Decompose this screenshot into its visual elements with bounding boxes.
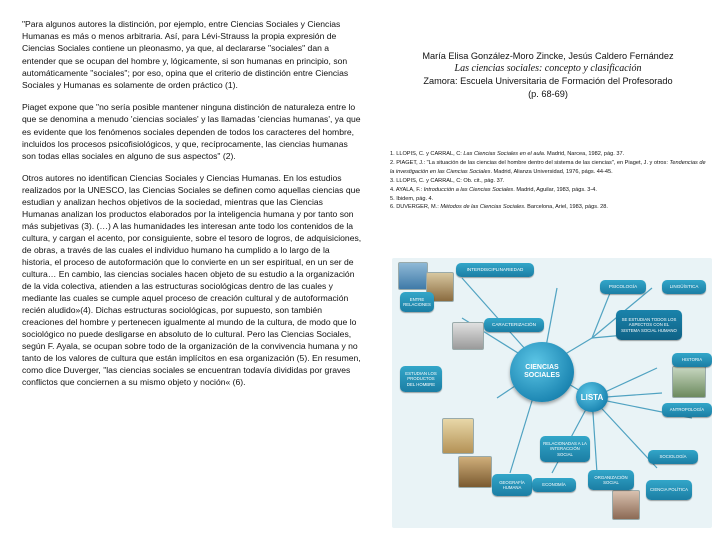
reference-item: 5. Ibidem, pág. 4. bbox=[390, 195, 434, 202]
node-ciencia-politica: CIENCIA POLÍTICA bbox=[646, 480, 692, 500]
node-historia: HISTORIA bbox=[672, 353, 712, 367]
reference-item: 1. LLOPIS, C. y CARRAL, C: Las Ciencias Sociales en el aula. Madrid, Narcea, 1982, pág. 37. bbox=[390, 151, 625, 157]
figure-image bbox=[398, 262, 428, 290]
node-organizacion: ORGANIZACIÓN SOCIAL bbox=[588, 470, 634, 490]
node-relacionadas: RELACIONADAS A LA INTERACCIÓN SOCIAL bbox=[540, 436, 590, 462]
node-se-estudian: SE ESTUDIAN TODOS LOS ASPECTOS CON EL SISTEMA SOCIAL HUMANO bbox=[616, 310, 682, 340]
reference-item: 4. AYALA, F.: Introducción a las Ciencias Sociales. Madrid, Aguilar, 1983, págs. 3-4. bbox=[390, 186, 597, 193]
reference-item: 3. LLOPIS, C. y CARRAL, C: Ob. cit., pág. 37. bbox=[390, 177, 505, 184]
figure-image bbox=[458, 456, 492, 488]
source-header bbox=[388, 50, 708, 100]
page-range: (p. 68-69) bbox=[528, 88, 568, 99]
references-list bbox=[390, 150, 710, 212]
main-text-column bbox=[22, 18, 362, 398]
node-antropologia: ANTROPOLOGÍA bbox=[662, 403, 712, 417]
reference-item: 6. DUVERGER, M.: Métodos de las Ciencias Sociales. Barcelona, Ariel, 1983, págs. 28. bbox=[390, 204, 608, 211]
concept-map bbox=[392, 258, 712, 528]
node-caracterizacion: CARACTERIZACIÓN bbox=[484, 318, 544, 332]
paragraph-3: Otros autores no identifican Ciencias Sociales y Ciencias Humanas. En los estudios realizados por la UNESCO, las Ciencias Sociales se definen como aquellas ciencias que estudian y analizan hechos objetivos de la sociedad, mientras que las Ciencias Humanas analizan los productos elaborados por la inteligencia humana y por tanto son más subjetivas (3). (…) A las humanidades les interesan ante todo los contenidos de la cultura, y cargan el acento, por consiguiente, sobre el tesoro de logros, de adquisiciones, de obras, a través de las cuales el individuo humano ha cumplido a lo largo de la historia, el proceso de autoformación que lo convierte en un ser espiritual, en un ser de cultura… En cambio, las ciencias sociales hacen objeto de su estudio a la organización de la vida colectiva, atienden a las estructuras sociológicas dentro de las cuales y mediante las cuales se cumple aquel proceso de creación cultural y de autoformación recién aludido»(4). Dichas estructuras sociológicas, por supuesto, son también creaciones del hombre y pertenecen igualmente al mundo de la cultura, de modo que lo sociológico no puede desligarse en absoluto de lo cultural. Pero las Ciencias Sociales, según F. Ayala, se ocupan sobre todo de la organización de la convivencia humana y no tanto de los valores de cultura que están implícitos en esa organización (5). En resumen, como dice Duverger, "las ciencias sociales se encuentran todavía divididas por graves conflictos que conciernen a su mismo objeto y noción« (6). bbox=[22, 173, 362, 388]
reference-item: 2. PIAGET, J.: "La situación de las ciencias del hombre dentro del sistema de las ciencias", en Piaget, J. y otros: Tendencias de la investigación en las Ciencias Sociales. Madrid, Alianza Universidad, 1976, págs. 44-45. bbox=[390, 159, 706, 175]
figure-image bbox=[672, 366, 706, 398]
node-entre-relaciones: ENTRE RELACIONES bbox=[400, 292, 434, 312]
node-linguistica: LINGÜÍSTICA bbox=[662, 280, 706, 294]
authors: María Elisa González-Moro Zincke, Jesús Caldero Fernández bbox=[422, 51, 674, 61]
node-lista: LISTA bbox=[576, 382, 608, 412]
node-economia: ECONOMÍA bbox=[532, 478, 576, 492]
node-sociologia: SOCIOLOGÍA bbox=[648, 450, 698, 464]
node-psicologia: PSICOLOGÍA bbox=[600, 280, 646, 294]
paragraph-1: "Para algunos autores la distinción, por ejemplo, entre Ciencias Sociales y Ciencias Humanas es más o menos arbitraria. Así, para Lévi-Strauss la propia expresión de Ciencias Sociales contiene un pleonasmo, ya que, al declararse "sociales" dan a entender que se ocupan del hombre y, lógicamente, si son humanas en principio, son automáticamente "sociales"; por eso, opina que el criterio de distinción entre Ciencias Sociales y Humanas es solamente de orden práctico (1). bbox=[22, 19, 349, 91]
figure-image bbox=[612, 490, 640, 520]
node-geografia: GEOGRAFÍA HUMANA bbox=[492, 474, 532, 496]
figure-image bbox=[442, 418, 474, 454]
center-node-ciencias-sociales: CIENCIAS SOCIALES bbox=[510, 342, 574, 402]
publisher: Zamora: Escuela Universitaria de Formación del Profesorado bbox=[423, 76, 673, 86]
node-interdisciplinariedad: INTERDISCIPLINARIEDAD bbox=[456, 263, 534, 277]
figure-image bbox=[452, 322, 484, 350]
node-estudian: ESTUDIAN LOS PRODUCTOS DEL HOMBRE bbox=[400, 366, 442, 392]
book-title: Las ciencias sociales: concepto y clasificación bbox=[454, 62, 642, 74]
paragraph-2: Piaget expone que "no sería posible mantener ninguna distinción de naturaleza entre lo que se denomina a menudo 'ciencias sociales' y las llamadas 'ciencias humanas', ya que es evidente que los fenómenos sociales dependen de todos los caracteres del hombre, incluidos los procesos psicofisiológicos, y que, recíprocamente, las ciencias humanas son todas ellas sociales en alguno de sus aspectos" (2). bbox=[22, 102, 361, 162]
